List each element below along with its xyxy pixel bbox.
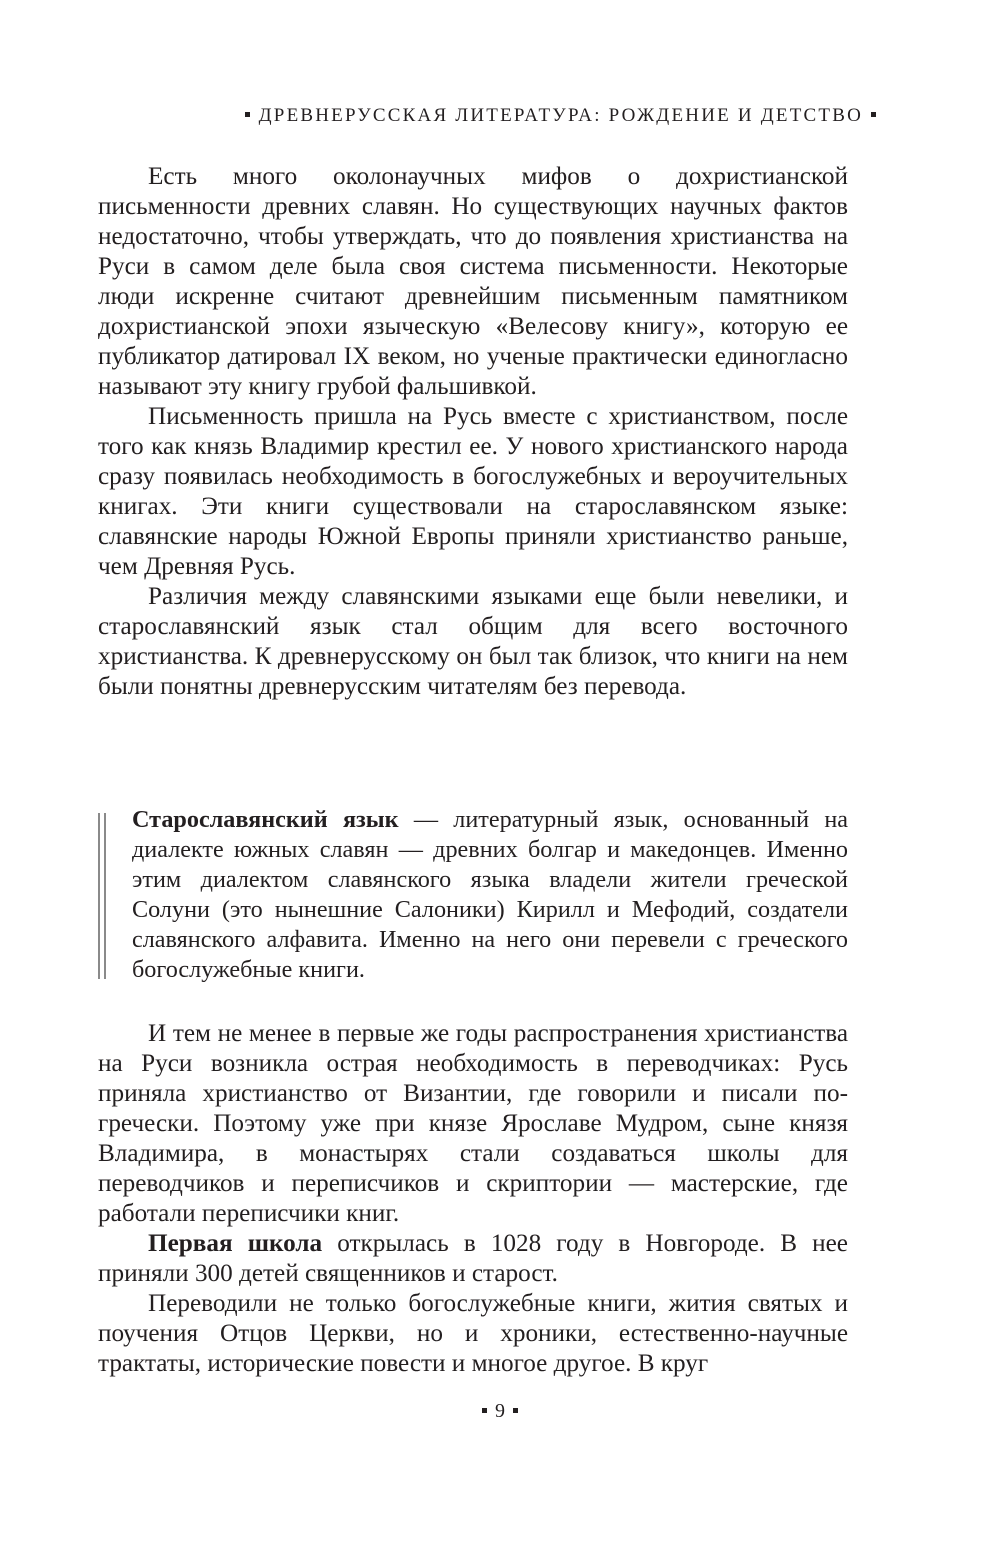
paragraph: Есть много околонаучных мифов о дохристианской письменности древних славян. Но существующих научных фактов недостаточно, чтобы утверждать, что до появления христианства на Руси в самом деле была своя система письменности. Некоторые люди искренне считают древнейшим письменным памятником дохристианской эпохи языческую «Велесову книгу», которую ее публикатор датировал IX веком, но ученые практически единогласно называют эту книгу грубой фальшивкой. <box>98 163 848 400</box>
note-bar-decoration <box>98 813 106 979</box>
body-text-bottom <box>98 1019 848 1379</box>
paragraph: Переводили не только богослужебные книги, жития святых и поучения Отцов Церкви, но и хроники, естественно-научные трактаты, исторические повести и многое другое. В круг <box>98 1290 848 1377</box>
page-number-value: 9 <box>495 1400 505 1422</box>
paragraph: Письменность пришла на Русь вместе с христианством, после того как князь Владимир крестил ее. У нового христианского народа сразу появилась необходимость в богослужебных и вероучительных книгах. Эти книги существовали на старославянском языке: славянские народы Южной Европы приняли христианство раньше, чем Древняя Русь. <box>98 403 848 580</box>
paragraph-rest: открылась в 1028 году в Новгороде. В нее приняли 300 детей священников и старост. <box>98 1230 848 1287</box>
bullet-icon <box>871 112 876 117</box>
paragraph: Различия между славянскими языками еще были невелики, и старославянский язык стал общим для всего восточного христианства. К древнерусскому он был так близок, что книги на нем были понятны древнерусским читателям без перевода. <box>98 583 848 700</box>
note-term: Старославянский язык <box>132 806 399 833</box>
bold-phrase: Первая школа <box>148 1230 323 1257</box>
running-head-title: ДРЕВНЕРУССКАЯ ЛИТЕРАТУРА: РОЖДЕНИЕ И ДЕТСТВО <box>258 105 863 126</box>
bullet-icon <box>513 1408 518 1413</box>
bullet-icon <box>482 1408 487 1413</box>
page-number <box>0 1398 1000 1424</box>
bullet-icon <box>245 112 250 117</box>
body-text-top <box>98 162 848 702</box>
running-head <box>245 104 876 128</box>
note-paragraph <box>132 805 848 985</box>
paragraph: И тем не менее в первые же годы распространения христианства на Руси возникла острая необходимость в переводчиках: Русь приняла христианство от Византии, где говорили и писали по-гречески. Поэтому уже при князе Ярославе Мудром, сыне князя Владимира, в монастырях стали создаваться школы для переводчиков и переписчиков и скриптории — мастерские, где работали переписчики книг. <box>98 1020 848 1227</box>
definition-note <box>98 805 848 983</box>
paragraph <box>98 1229 848 1289</box>
note-definition: — литературный язык, основанный на диалекте южных славян — древних болгар и македонцев. Именно этим диалектом славянского языка владели жители греческой Солуни (это нынешние Салоники) Кирилл и Мефодий, создатели славянского алфавита. Именно на него они перевели с греческого богослужебные книги. <box>132 806 848 983</box>
note-text <box>132 805 848 985</box>
